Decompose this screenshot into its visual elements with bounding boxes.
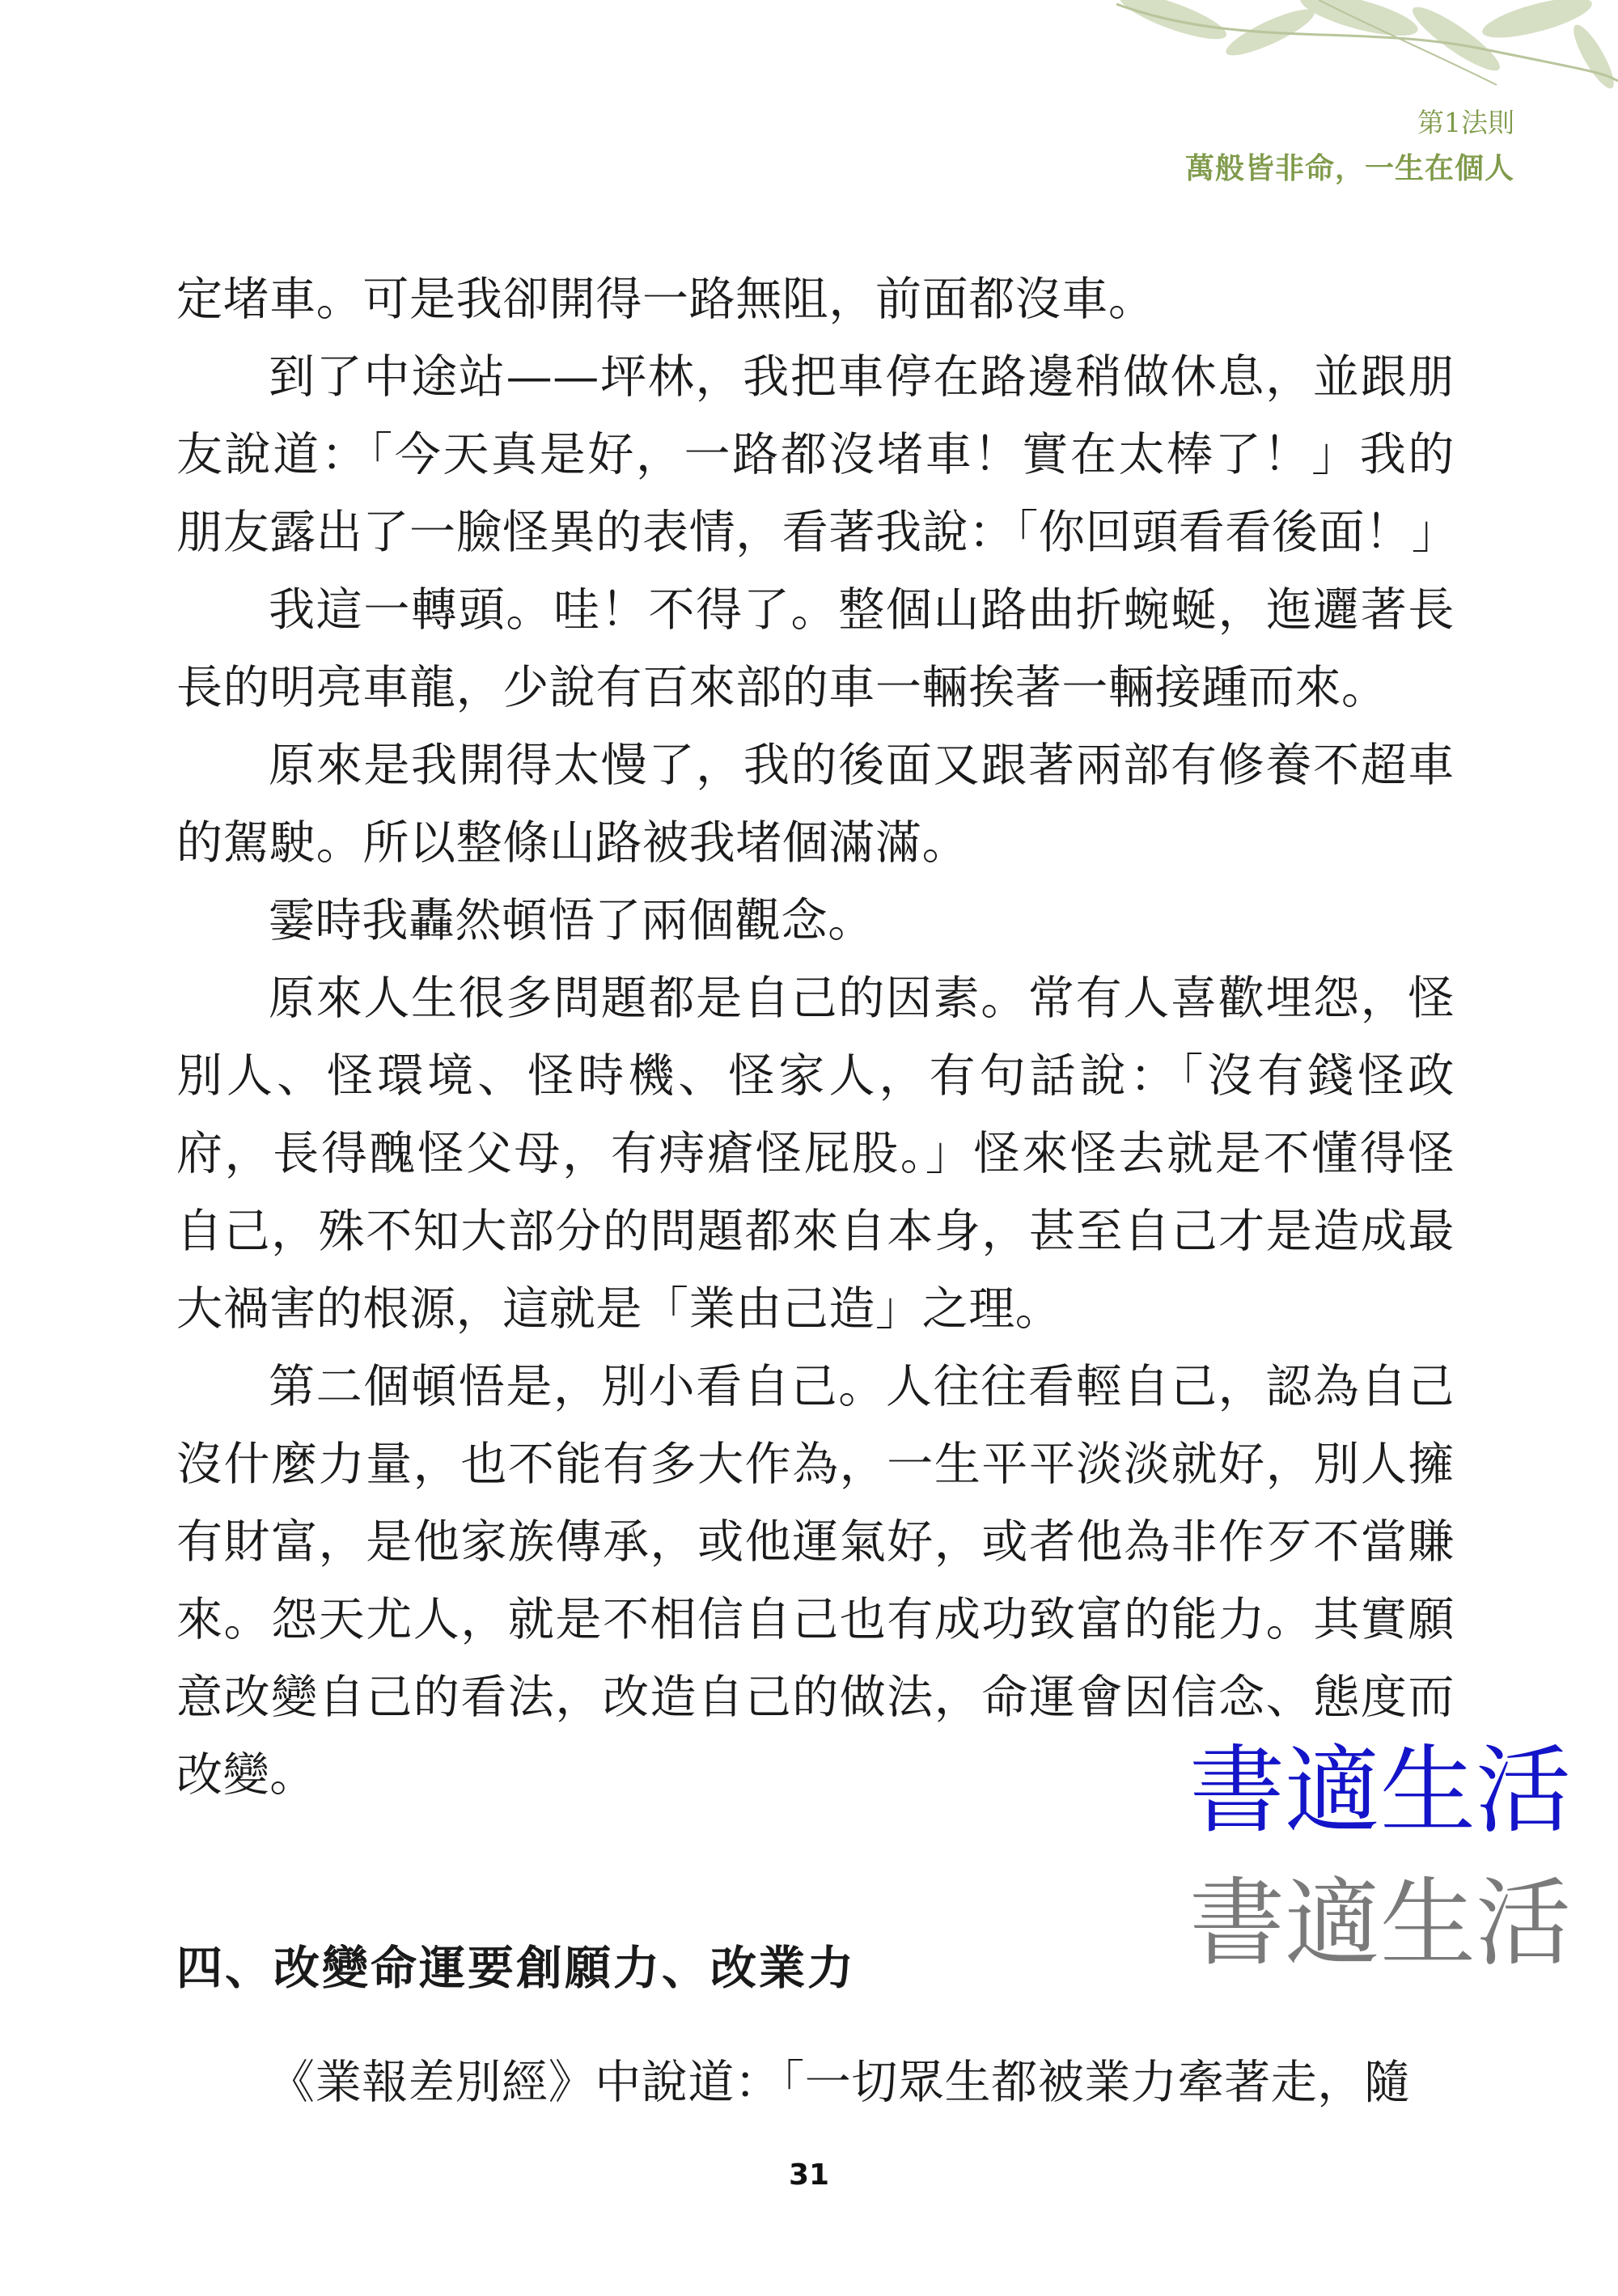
leaf-decoration — [1116, 0, 1618, 89]
paragraph: 定堵車。可是我卻開得一路無阻，前面都沒車。 — [176, 273, 1155, 326]
paragraph: 到了中途站——坪林，我把車停在路邊稍做休息，並跟朋友說道：「今天真是好，一路都沒堵車！實在太棒了！」我的朋友露出了一臉怪異的表情，看著我說：「你回頭看看後面！」 — [176, 350, 1459, 559]
quote-paragraph: 《業報差別經》中說道：「一切眾生都被業力牽著走，隨 — [269, 2056, 1411, 2109]
chapter-title: 萬般皆非命，一生在個人 — [1184, 152, 1514, 185]
paragraph: 第二個頓悟是，別小看自己。人往往看輕自己，認為自己沒什麼力量，也不能有多大作為，一生平平淡淡就好，別人擁有財富，是他家族傳承，或他運氣好，或者他為非作歹不當賺來。怨天尤人，就是不相信自己也有成功致富的能力。其實願意改變自己的看法，改造自己的做法，命運會因信念、態度而改變。 — [176, 1360, 1455, 1802]
paragraph: 我這一轉頭。哇！不得了。整個山路曲折蜿蜒，迤邐著長長的明亮車龍，少說有百來部的車一輛挨著一輛接踵而來。 — [176, 583, 1455, 714]
page-number: 31 — [788, 2158, 830, 2192]
paragraph: 原來是我開得太慢了，我的後面又跟著兩部有修養不超車的駕駛。所以整條山路被我堵個滿滿。 — [176, 739, 1455, 870]
paragraph: 原來人生很多問題都是自己的因素。常有人喜歡埋怨，怪別人、怪環境、怪時機、怪家人，有句話說：「沒有錢怪政府，長得醜怪父母，有痔瘡怪屁股。」怪來怪去就是不懂得怪自己，殊不知大部分的問題都來自本身，甚至自己才是造成最大禍害的根源，這就是「業由己造」之理。 — [176, 972, 1455, 1336]
watermark-gray: 書適生活 — [1189, 1867, 1572, 1979]
section-heading: 四、改變命運要創願力、改業力 — [176, 1942, 856, 1995]
paragraph: 霎時我轟然頓悟了兩個觀念。 — [269, 894, 875, 947]
chapter-label: 第1法則 — [1417, 107, 1514, 138]
watermark-blue: 書適生活 — [1189, 1735, 1572, 1846]
